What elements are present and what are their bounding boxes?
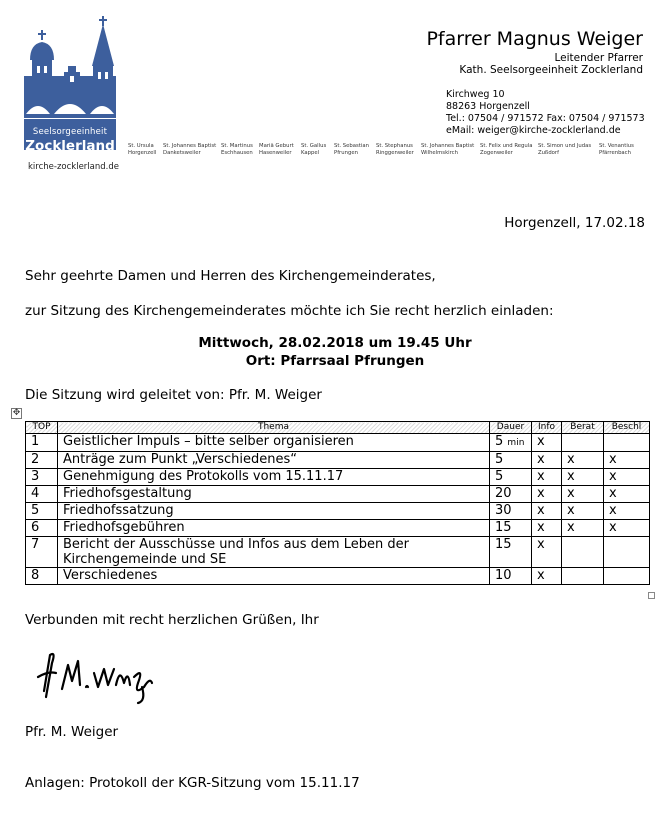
cell-info-text: x (537, 434, 545, 449)
sender-city: 88263 Horgenzell (446, 101, 530, 112)
table-row (26, 537, 650, 568)
cell-dauer (490, 452, 532, 469)
cell-top (26, 469, 58, 486)
parish-name: St. Johannes Baptist (163, 143, 217, 149)
agenda-table (25, 421, 650, 585)
table-row (26, 469, 650, 486)
parish-item (334, 143, 369, 157)
cell-thema-text: Genehmigung des Protokolls vom 15.11.17 (63, 469, 344, 484)
cell-top-text: 6 (31, 520, 40, 535)
cell-top (26, 434, 58, 452)
cell-berat-text: x (567, 486, 575, 501)
parish-name: St. Ursula (128, 143, 154, 149)
cell-thema-text: Anträge zum Punkt „Verschiedenes“ (63, 452, 297, 467)
cell-thema (58, 452, 490, 469)
cell-top-text: 7 (31, 537, 40, 552)
parish-place: Kappel (301, 150, 320, 156)
church-logo (24, 14, 120, 174)
parish-name: St. Stephanus (376, 143, 413, 149)
cell-berat-text: x (567, 503, 575, 518)
cell-berat (562, 452, 604, 469)
parish-name: St. Martinus (221, 143, 253, 149)
cell-berat (562, 434, 604, 452)
cell-top-text: 8 (31, 568, 40, 583)
cell-info (532, 486, 562, 503)
sender-unit: Kath. Seelsorgeeinheit Zocklerland (459, 64, 643, 76)
logo-text-line2: Zocklerland (25, 138, 115, 154)
cell-thema-text: Friedhofsgestaltung (63, 486, 192, 501)
cell-berat (562, 537, 604, 568)
cell-info (532, 503, 562, 520)
cell-berat-text: x (567, 469, 575, 484)
cell-dauer (490, 434, 532, 452)
parish-place: Pfärrenbach (599, 150, 631, 156)
table-header-row (26, 422, 650, 434)
header-berat: Berat (562, 422, 604, 434)
cell-berat (562, 486, 604, 503)
cell-info-text: x (537, 503, 545, 518)
parish-name: St. Venantius (599, 143, 634, 149)
cell-thema (58, 520, 490, 537)
sender-email: eMail: weiger@kirche-zocklerland.de (446, 125, 621, 136)
cell-beschl (604, 537, 650, 568)
cell-top (26, 520, 58, 537)
cell-beschl (604, 486, 650, 503)
cell-thema (58, 503, 490, 520)
parish-item (538, 143, 591, 157)
header-beschl: Beschl (604, 422, 650, 434)
cell-dauer-text: 5 (495, 469, 504, 484)
cell-berat (562, 568, 604, 585)
parish-item (163, 143, 216, 157)
cell-info (532, 537, 562, 568)
sender-name: Pfarrer Magnus Weiger (426, 28, 643, 50)
logo-url: kirche-zocklerland.de (28, 162, 119, 172)
attachments-line: Anlagen: Protokoll der KGR-Sitzung vom 15.11.17 (25, 775, 360, 791)
cell-info-text: x (537, 469, 545, 484)
parish-place: Wilhelmskirch (421, 150, 458, 156)
cell-top-text: 3 (31, 469, 40, 484)
cell-berat (562, 520, 604, 537)
cell-berat-text: x (567, 452, 575, 467)
parish-item (259, 143, 294, 157)
cell-dauer-text: 30 (495, 503, 512, 518)
table-row (26, 520, 650, 537)
cell-thema-text: Friedhofssatzung (63, 503, 174, 518)
cell-top-text: 4 (31, 486, 40, 501)
meeting-location: Ort: Pfarrsaal Pfrungen (245, 353, 425, 369)
sender-street: Kirchweg 10 (446, 89, 505, 100)
date-line: Horgenzell, 17.02.18 (504, 215, 645, 231)
cell-thema-text: Geistlicher Impuls – bitte selber organisieren (63, 434, 354, 449)
cell-beschl (604, 452, 650, 469)
table-row (26, 486, 650, 503)
table-move-handle-icon[interactable]: ✥ (12, 408, 21, 418)
parish-item (301, 143, 326, 157)
cell-top (26, 503, 58, 520)
cell-beschl (604, 520, 650, 537)
table-row (26, 452, 650, 469)
cell-top-text: 1 (31, 434, 40, 449)
cell-beschl (604, 503, 650, 520)
cell-thema (58, 537, 490, 568)
cell-info (532, 520, 562, 537)
cell-dauer (490, 520, 532, 537)
parish-item (421, 143, 474, 157)
cell-beschl-text: x (609, 452, 617, 467)
cell-dauer-text: 15 (495, 520, 512, 535)
cell-dauer-text: 20 (495, 486, 512, 501)
cell-info-text: x (537, 520, 545, 535)
cell-info-text: x (537, 537, 545, 552)
logo-text-line1: Seelsorgeeinheit (32, 127, 108, 137)
cell-info-text: x (537, 568, 545, 583)
parish-place: Zußdorf (538, 150, 559, 156)
cell-dauer (490, 568, 532, 585)
cell-dauer-text: 15 (495, 537, 512, 552)
cell-info-text: x (537, 452, 545, 467)
cell-beschl (604, 469, 650, 486)
cell-dauer-text: 5 (495, 452, 504, 467)
sender-phone: Tel.: 07504 / 971572 Fax: 07504 / 971573 (446, 113, 645, 124)
cell-top-text: 2 (31, 452, 40, 467)
signature-image (34, 647, 164, 705)
cell-thema (58, 469, 490, 486)
cell-thema-text: Verschiedenes (63, 568, 158, 583)
cell-dauer (490, 537, 532, 568)
parish-name: St. Sebastian (334, 143, 369, 149)
header-dauer: Dauer (490, 422, 532, 434)
table-row (26, 503, 650, 520)
cell-beschl-text: x (609, 486, 617, 501)
cell-dauer (490, 486, 532, 503)
cell-top (26, 568, 58, 585)
parish-place: Hasenweiler (259, 150, 292, 156)
sender-role: Leitender Pfarrer (554, 52, 643, 64)
cell-thema-text: Friedhofsgebühren (63, 520, 185, 535)
cell-beschl-text: x (609, 469, 617, 484)
table-row (26, 434, 650, 452)
cell-dauer-text: 5 (495, 434, 504, 449)
cell-info-text: x (537, 486, 545, 501)
parish-item (480, 143, 532, 157)
cell-dauer (490, 503, 532, 520)
signature-name: Pfr. M. Weiger (25, 724, 119, 740)
cell-thema (58, 486, 490, 503)
parish-place: Danketsweiler (163, 150, 201, 156)
header-thema: Thema (58, 422, 490, 434)
parish-name: St. Johannes Baptist (421, 143, 475, 149)
table-row (26, 568, 650, 585)
cell-top (26, 452, 58, 469)
parish-place: Ringgenweiler (376, 150, 414, 156)
parish-name: St. Simon und Judas (538, 143, 592, 149)
cell-beschl-text: x (609, 520, 617, 535)
salutation: Sehr geehrte Damen und Herren des Kirchengemeinderates, (25, 268, 436, 284)
cell-berat-text: x (567, 520, 575, 535)
cell-berat (562, 503, 604, 520)
parish-list (128, 143, 662, 163)
cell-thema-text: Bericht der Ausschüsse und Infos aus dem Leben der Kirchengemeinde und SE (63, 537, 409, 567)
chair-line: Die Sitzung wird geleitet von: Pfr. M. Weiger (25, 387, 322, 403)
cell-top (26, 537, 58, 568)
cell-thema (58, 568, 490, 585)
parish-name: St. Gallus (301, 143, 327, 149)
cell-info (532, 434, 562, 452)
parish-place: Pfrungen (334, 150, 358, 156)
cell-berat (562, 469, 604, 486)
parish-place: Horgenzell (128, 150, 157, 156)
cell-info (532, 568, 562, 585)
parish-item (221, 143, 253, 157)
header-info: Info (532, 422, 562, 434)
cell-info (532, 452, 562, 469)
parish-item (599, 143, 634, 157)
invitation-text: zur Sitzung des Kirchengemeinderates möchte ich Sie recht herzlich einladen: (25, 303, 554, 319)
duration-unit: min (507, 438, 525, 448)
table-resize-handle[interactable] (648, 592, 655, 599)
cell-thema (58, 434, 490, 452)
cell-beschl (604, 434, 650, 452)
header-top: TOP (26, 422, 58, 434)
cell-beschl-text: x (609, 503, 617, 518)
parish-item (128, 143, 156, 157)
closing-text: Verbunden mit recht herzlichen Grüßen, Ihr (25, 612, 319, 628)
parish-name: Mariä Geburt (259, 143, 294, 149)
parish-name: St. Felix und Regula (480, 143, 533, 149)
cell-top (26, 486, 58, 503)
parish-place: Eschhausen (221, 150, 253, 156)
cell-beschl (604, 568, 650, 585)
cell-dauer-text: 10 (495, 568, 512, 583)
parish-item (376, 143, 414, 157)
cell-dauer (490, 469, 532, 486)
meeting-date: Mittwoch, 28.02.2018 um 19.45 Uhr (198, 335, 472, 351)
parish-place: Zogenweiler (480, 150, 513, 156)
cell-top-text: 5 (31, 503, 40, 518)
cell-info (532, 469, 562, 486)
